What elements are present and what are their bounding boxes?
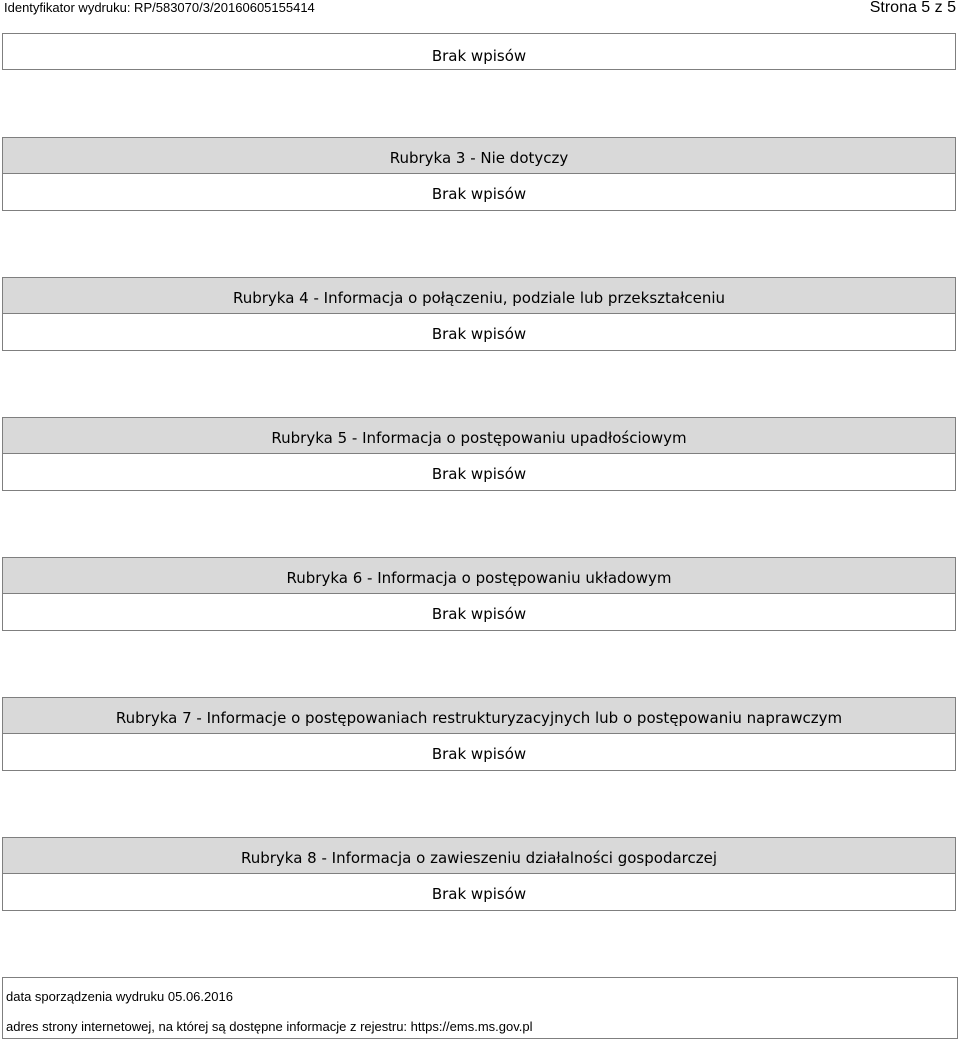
page-number: Strona 5 z 5: [869, 0, 956, 16]
section-rubryka-3: [2, 137, 956, 211]
section-content: Brak wpisów: [431, 465, 527, 483]
page-footer: [2, 977, 958, 1039]
section-content: Brak wpisów: [431, 605, 527, 623]
section-rubryka-7: [2, 697, 956, 771]
section-content: Brak wpisów: [431, 185, 527, 203]
section-content: Brak wpisów: [431, 47, 527, 65]
section-content: Brak wpisów: [431, 325, 527, 343]
section-rubryka-8: [2, 837, 956, 911]
section-content: Brak wpisów: [431, 885, 527, 903]
section-rubryka-5: [2, 417, 956, 491]
page-header: [4, 0, 956, 16]
section-title: Rubryka 3 - Nie dotyczy: [3, 138, 955, 174]
section-title: Rubryka 6 - Informacja o postępowaniu układowym: [3, 558, 955, 594]
printout-date: data sporządzenia wydruku 05.06.2016: [6, 989, 233, 1004]
section-rubryka-6: [2, 557, 956, 631]
printout-identifier: Identyfikator wydruku: RP/583070/3/20160605155414: [4, 0, 315, 15]
section-content: Brak wpisów: [431, 745, 527, 763]
registry-address: adres strony internetowej, na której są dostępne informacje z rejestru: https://ems.ms.gov.pl: [6, 1019, 533, 1034]
section-title: Rubryka 5 - Informacja o postępowaniu upadłościowym: [3, 418, 955, 454]
section-rubryka-4: [2, 277, 956, 351]
section-title: Rubryka 4 - Informacja o połączeniu, podziale lub przekształceniu: [3, 278, 955, 314]
section-continued: [2, 33, 956, 70]
section-title: Rubryka 8 - Informacja o zawieszeniu działalności gospodarczej: [3, 838, 955, 874]
section-title: Rubryka 7 - Informacje o postępowaniach restrukturyzacyjnych lub o postępowaniu naprawczym: [3, 698, 955, 734]
